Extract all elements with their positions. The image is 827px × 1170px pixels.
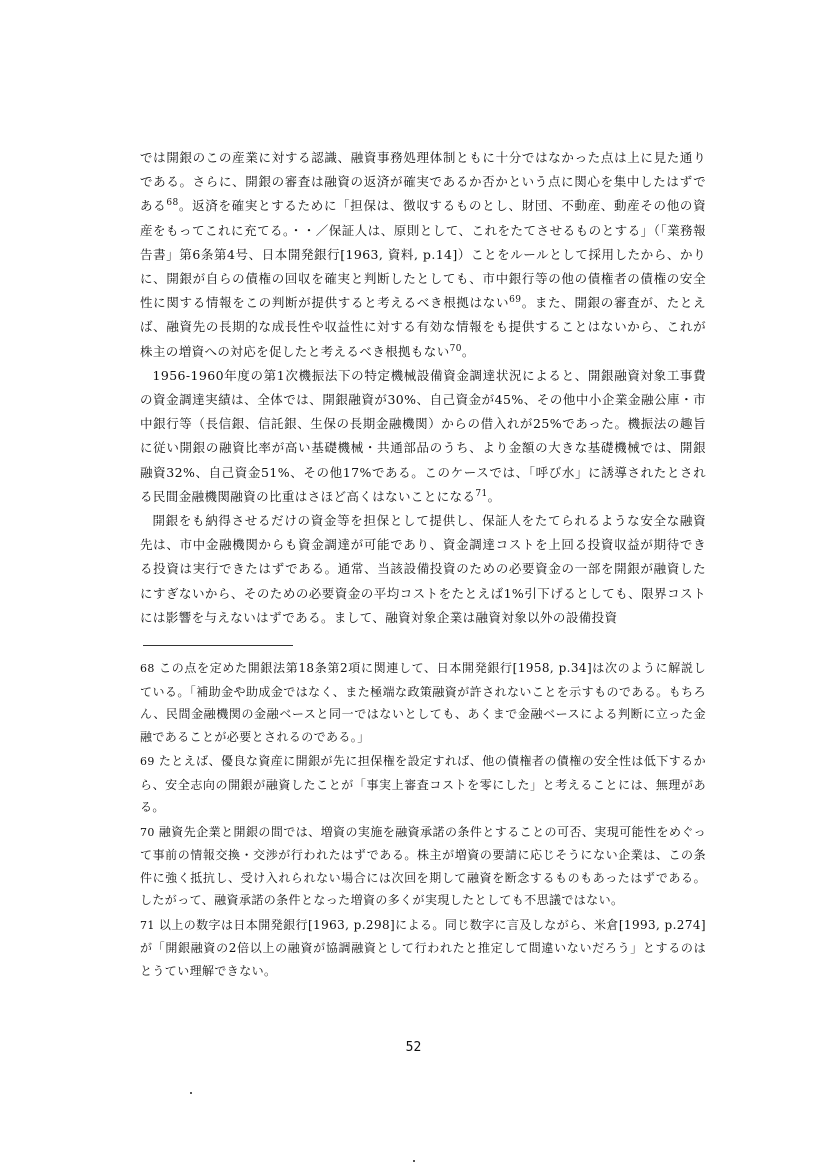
scan-speck: [190, 1092, 192, 1094]
paragraph-1-text-a: では開銀のこの産業に対する認識、融資事務処理体制ともに十分ではなかった点は上に見た通りである。さらに、開銀の審査は融資の返済が確実であるか否かという点に関心を集中したはずである: [140, 150, 706, 214]
footnote-69: [140, 750, 706, 819]
footnote-text: たとえば、優良な資産に開銀が先に担保権を設定すれば、他の債権者の債権の安全性は低下するから、安全志向の開銀が融資したことが「事実上審査コストを零にした」と考えることには、無理がある。: [140, 754, 706, 814]
footnote-71: [140, 914, 706, 983]
footnote-divider: [143, 645, 293, 646]
footnote-text: この点を定めた開銀法第18条第2項に関連して、日本開発銀行[1958, p.34]は次のように解説している。「補助金や助成金ではなく、また極端な政策融資が許されないことを示すものである。もちろん、民間金融機関の金融ベースと同一ではないとしても、あくまで金融ベースによる判断に立った金融であることが必要とされるのである。」: [140, 661, 706, 744]
scan-speck: [413, 1160, 415, 1162]
footnote-number: 70: [140, 825, 155, 839]
paragraph-2-text-b: 。: [487, 488, 501, 504]
paragraph-1-text-c: 。また、開銀の審査が、たとえば、融資先の長期的な成長性や収益性に対する有効な情報をも提供することはないから、これが株主の増資への対応を促したと考えるべき根拠もない: [140, 295, 706, 359]
paragraph-2: [140, 364, 706, 509]
footnote-70: [140, 821, 706, 912]
footnote-ref-71: 71: [475, 488, 488, 499]
main-text: [140, 146, 706, 630]
footnote-ref-69: 69: [509, 295, 522, 306]
page-number: 52: [405, 1040, 422, 1055]
footnote-ref-68: 68: [166, 198, 179, 209]
paragraph-2-text-a: 1956-1960年度の第1次機振法下の特定機械設備資金調達状況によると、開銀融資対象工事費の資金調達実績は、全体では、開銀融資が30%、自己資金が45%、その他中小企業金融公庫・市中銀行等（長信銀、信託銀、生保の長期金融機関）からの借入れが25%であった。機振法の趣旨に従い開銀の融資比率が高い基礎機械・共通部品のうち、より金額の大きな基礎機械では、開銀融資32%、自己資金51%、その他17%である。このケースでは、「呼び水」に誘導されたとされる民間金融機関融資の比重はさほど高くはないことになる: [140, 367, 706, 504]
footnote-ref-70: 70: [449, 343, 462, 354]
paragraph-1-text-b: 。返済を確実とするために「担保は、徴収するものとし、財団、不動産、動産その他の資産をもってこれに充てる。・・／保証人は、原則として、これをたてさせるものとする」（「業務報告書」第6条第4号、日本開発銀行[1963, 資料, p.14]）ことをルールとして採用したから、かりに、開銀が自らの債権の回収を確実と判断したとしても、市中銀行等の他の債権者の債権の安全性に関する情報をこの判断が提供すると考えるべき根拠はない: [140, 198, 706, 311]
footnote-text: 融資先企業と開銀の間では、増資の実施を融資承諾の条件とすることの可否、実現可能性をめぐって事前の情報交換・交渉が行われたはずである。株主が増資の要請に応じそうにない企業は、この条件に強く抵抗し、受け入れられない場合には次回を期して融資を断念するものもあったはずである。したがって、融資承諾の条件となった増資の多くが実現したとしても不思議ではない。: [140, 824, 706, 907]
paragraph-1-text-d: 。: [461, 343, 475, 359]
footnote-text: 以上の数字は日本開発銀行[1963, p.298]による。同じ数字に言及しながら、米倉[1993, p.274]が「開銀融資の2倍以上の融資が協調融資として行われたと推定して間違いないだろう」とするのはとうてい理解できない。: [140, 917, 706, 978]
footnote-68: [140, 657, 706, 748]
footnote-number: 68: [140, 662, 155, 675]
footnotes: [140, 657, 706, 984]
paragraph-3: 開銀をも納得させるだけの資金等を担保として提供し、保証人をたてられるような安全な融資先は、市中金融機関からも資金調達が可能であり、資金調達コストを上回る投資収益が期待できる投資は実行できたはずである。通常、当該設備投資のための必要資金の一部を開銀が融資したにすぎないから、そのための必要資金の平均コストをたとえば1%引下げるとしても、限界コストには影響を与えないはずである。まして、融資対象企業は融資対象以外の設備投資: [140, 513, 706, 625]
footnote-number: 69: [140, 755, 155, 768]
paragraph-1: [140, 146, 706, 364]
footnote-number: 71: [140, 918, 155, 932]
